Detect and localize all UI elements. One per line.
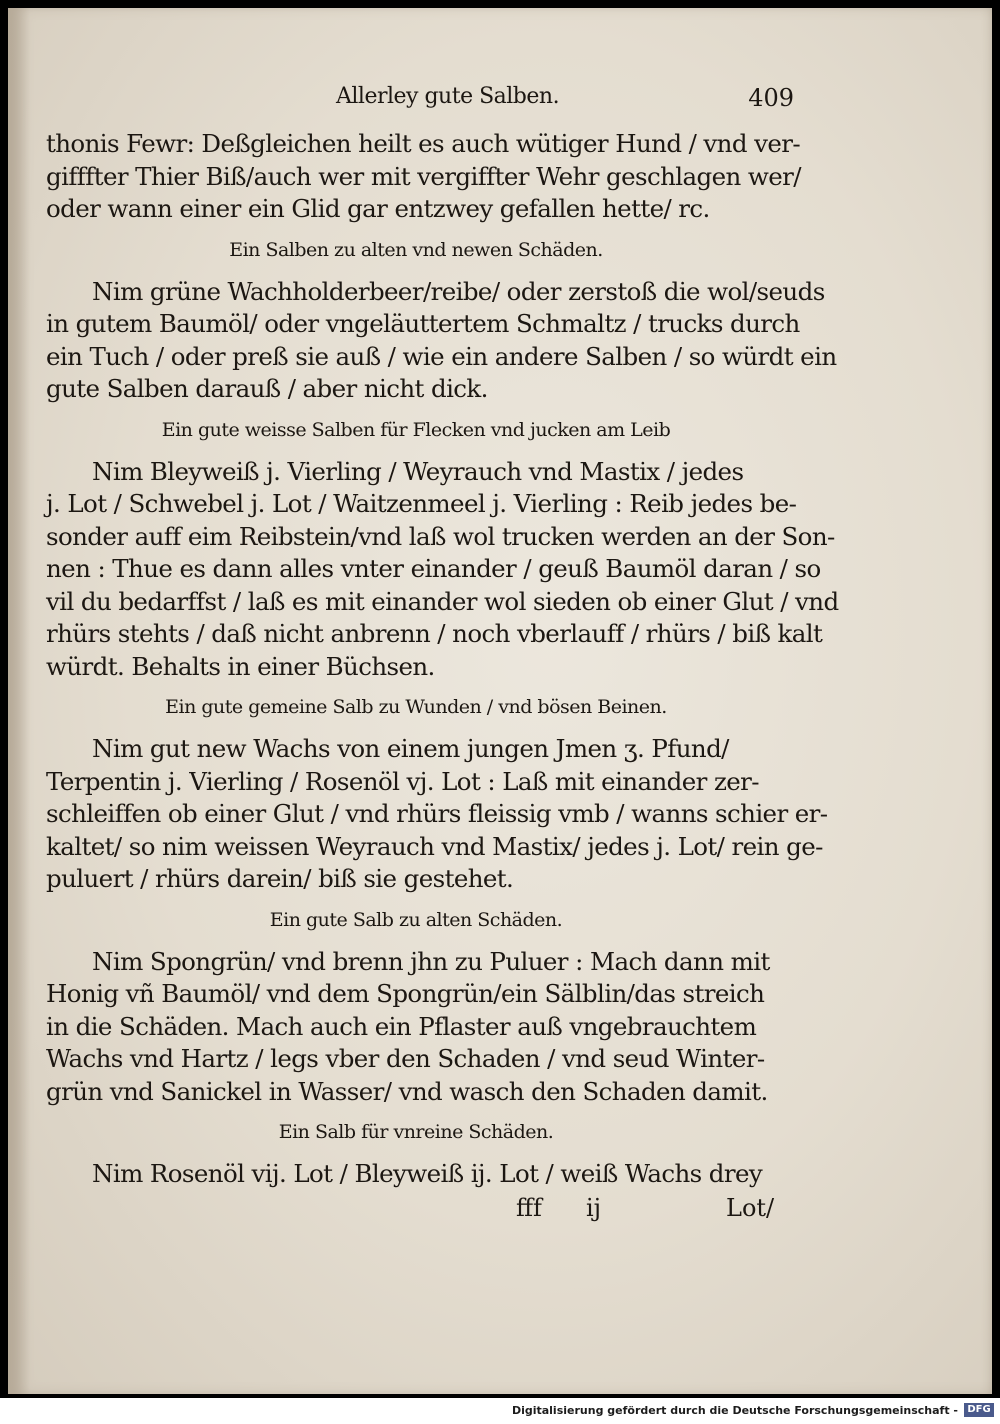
text-line: nen : Thue es dann alles vnter einander / geuß Baumöl daran / so xyxy=(46,554,821,583)
catchword: Lot/ xyxy=(726,1193,775,1222)
text-line: Nim grüne Wachholderbeer/reibe/ oder zerstoß die wol/seuds xyxy=(92,276,825,306)
section-heading: Ein Salben zu alten vnd newen Schäden. xyxy=(229,238,603,261)
text-line: würdt. Behalts in einer Büchsen. xyxy=(46,651,435,681)
running-head xyxy=(46,80,794,128)
section-heading: Ein gute Salb zu alten Schäden. xyxy=(269,908,563,931)
paragraph-1 xyxy=(46,128,801,226)
text-line: schleiffen ob einer Glut / vnd rhürs fleissig vmb / wanns schier er- xyxy=(46,799,828,828)
page-gutter-shadow xyxy=(8,8,30,1394)
text-line: Nim gut new Wachs von einem jungen Jmen ʒ. Pfund/ xyxy=(92,734,729,763)
text-line: vil du bedarffst / laß es mit einander wol sieden ob einer Glut / vnd xyxy=(46,586,839,616)
paragraph-5 xyxy=(46,946,786,1109)
signature-mark: fff xyxy=(516,1193,542,1222)
page-number: 409 xyxy=(748,84,794,112)
text-line: gute Salben darauß / aber nicht dick. xyxy=(46,374,488,403)
page-text-block xyxy=(46,80,839,1225)
text-line: kaltet/ so nim weissen Weyrauch vnd Mastix/ jedes j. Lot/ rein ge- xyxy=(46,831,823,861)
section-heading: Ein Salb für vnreine Schäden. xyxy=(278,1121,554,1143)
text-line: gifffter Thier Biß/auch wer mit vergiffter Wehr geschlagen wer/ xyxy=(46,161,801,191)
paragraph-2 xyxy=(46,276,837,406)
text-line: in die Schäden. Mach auch ein Pflaster auß vngebrauchtem xyxy=(46,1011,757,1041)
text-line: Wachs vnd Hartz / legs vber den Schaden / vnd seud Winter- xyxy=(46,1044,765,1073)
dfg-logo-icon: DFG xyxy=(964,1403,994,1417)
paragraph-4 xyxy=(46,733,828,896)
text-line: j. Lot / Schwebel j. Lot / Waitzenmeel j. Vierling : Reib jedes be- xyxy=(46,489,797,518)
sheet-number: ij xyxy=(586,1193,602,1222)
funding-credit: Digitalisierung gefördert durch die Deutsche Forschungsgemeinschaft - xyxy=(511,1404,958,1417)
running-head-title: Allerley gute Salben. xyxy=(336,84,560,109)
text-line: Nim Spongrün/ vnd brenn jhn zu Puluer : Mach dann mit xyxy=(92,946,770,976)
paragraph-6 xyxy=(46,1158,786,1191)
text-line: grün vnd Sanickel in Wasser/ vnd wasch den Schaden damit. xyxy=(46,1076,768,1106)
text-line: Nim Rosenöl vij. Lot / Bleyweiß ij. Lot / weiß Wachs drey xyxy=(92,1159,763,1188)
paragraph-3 xyxy=(46,456,839,684)
text-line: sonder auff eim Reibstein/vnd laß wol trucken werden an der Son- xyxy=(46,521,835,551)
catchline xyxy=(46,1191,786,1225)
text-line: puluert / rhürs darein/ biß sie gestehet. xyxy=(46,864,514,893)
text-line: oder wann einer ein Glid gar entzwey gefallen hette/ rc. xyxy=(46,194,710,223)
text-line: thonis Fewr: Deßgleichen heilt es auch wütiger Hund / vnd ver- xyxy=(46,129,801,158)
text-line: in gutem Baumöl/ oder vngeläuttertem Schmaltz / trucks durch xyxy=(46,309,800,338)
text-line: Honig vñ Baumöl/ vnd dem Spongrün/ein Sälblin/das streich xyxy=(46,979,765,1008)
text-line: rhürs stehts / daß nicht anbrenn / noch vberlauff / rhürs / biß kalt xyxy=(46,619,823,648)
text-line: Nim Bleyweiß j. Vierling / Weyrauch vnd Mastix / jedes xyxy=(92,456,744,486)
footer-bar xyxy=(0,1398,1000,1424)
text-line: ein Tuch / oder preß sie auß / wie ein andere Salben / so würdt ein xyxy=(46,341,837,371)
section-heading: Ein gute gemeine Salb zu Wunden / vnd bösen Beinen. xyxy=(165,696,667,718)
section-heading: Ein gute weisse Salben für Flecken vnd jucken am Leib xyxy=(161,418,671,441)
text-line: Terpentin j. Vierling / Rosenöl vj. Lot : Laß mit einander zer- xyxy=(46,766,759,796)
